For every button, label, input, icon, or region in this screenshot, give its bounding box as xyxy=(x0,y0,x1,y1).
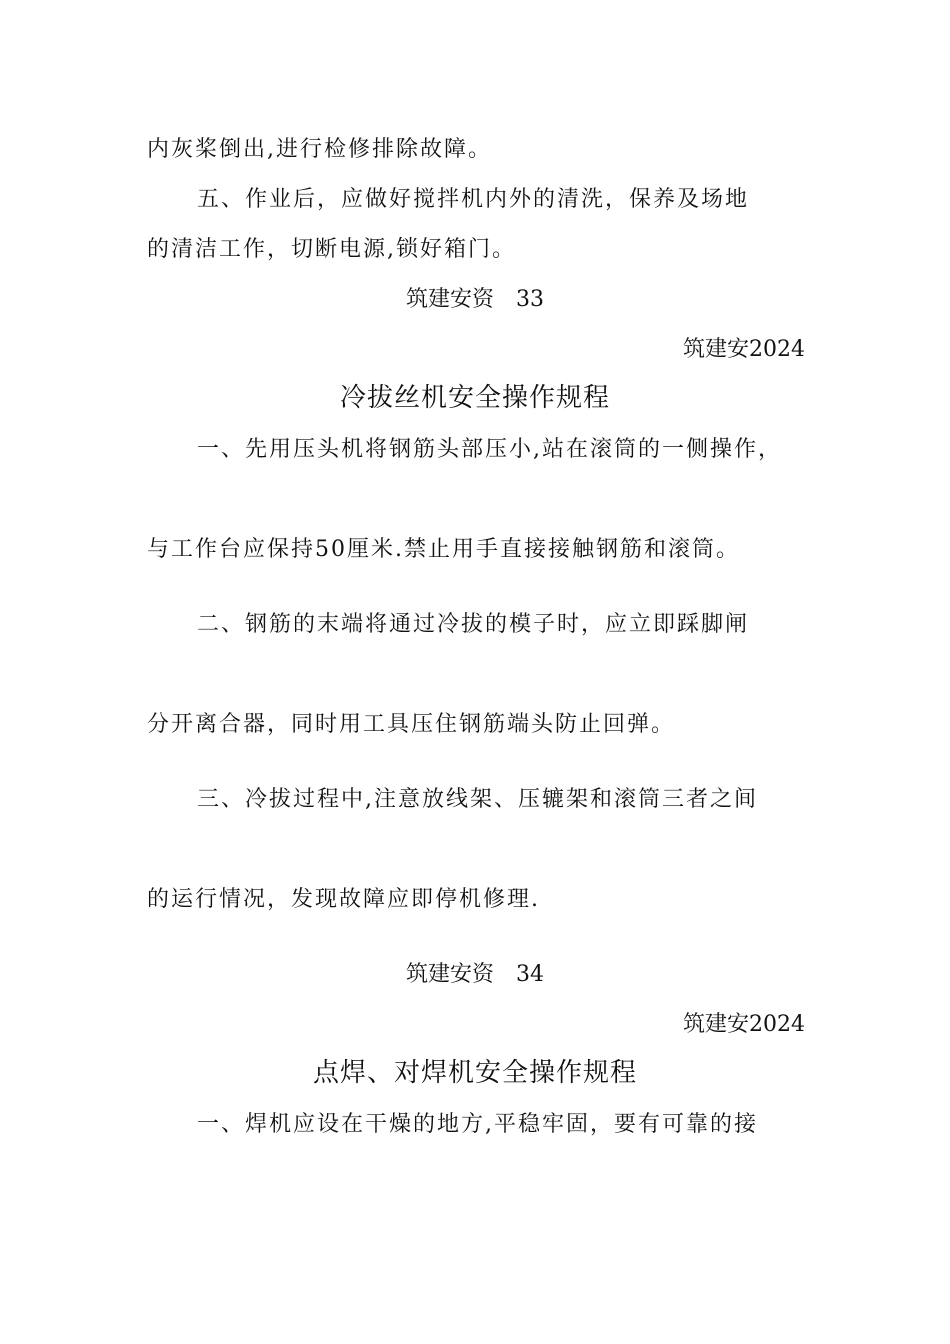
paragraph-line: 三、冷拔过程中,注意放线架、压辘架和滚筒三者之间 xyxy=(197,787,758,812)
paragraph-line: 一、焊机应设在干燥的地方,平稳牢固，要有可靠的接 xyxy=(197,1112,758,1137)
section-title: 点焊、对焊机安全操作规程 xyxy=(312,1058,637,1088)
paragraph-line: 五、作业后，应做好搅拌机内外的清洗，保养及场地 xyxy=(197,187,750,212)
paragraph-line: 与工作台应保持50厘米.禁止用手直接接触钢筋和滚筒。 xyxy=(147,537,740,562)
paragraph-line: 内灰桨倒出,进行检修排除故障。 xyxy=(147,137,492,162)
page-number: 筑建安资 34 xyxy=(406,962,544,987)
paragraph-line: 的清洁工作，切断电源,锁好箱门。 xyxy=(147,237,516,262)
paragraph-line: 的运行情况，发现故障应即停机修理. xyxy=(147,887,540,912)
paragraph-line: 一、先用压头机将钢筋头部压小,站在滚筒的一侧操作， xyxy=(197,437,782,462)
source-label: 筑建安2024 xyxy=(683,1012,805,1037)
paragraph-line: 分开离合器，同时用工具压住钢筋端头防止回弹。 xyxy=(147,712,676,737)
source-label: 筑建安2024 xyxy=(683,337,805,362)
paragraph-line: 二、钢筋的末端将通过冷拔的模子时，应立即踩脚闸 xyxy=(197,612,750,637)
page-number: 筑建安资 33 xyxy=(406,287,544,312)
section-title: 冷拔丝机安全操作规程 xyxy=(339,383,610,413)
